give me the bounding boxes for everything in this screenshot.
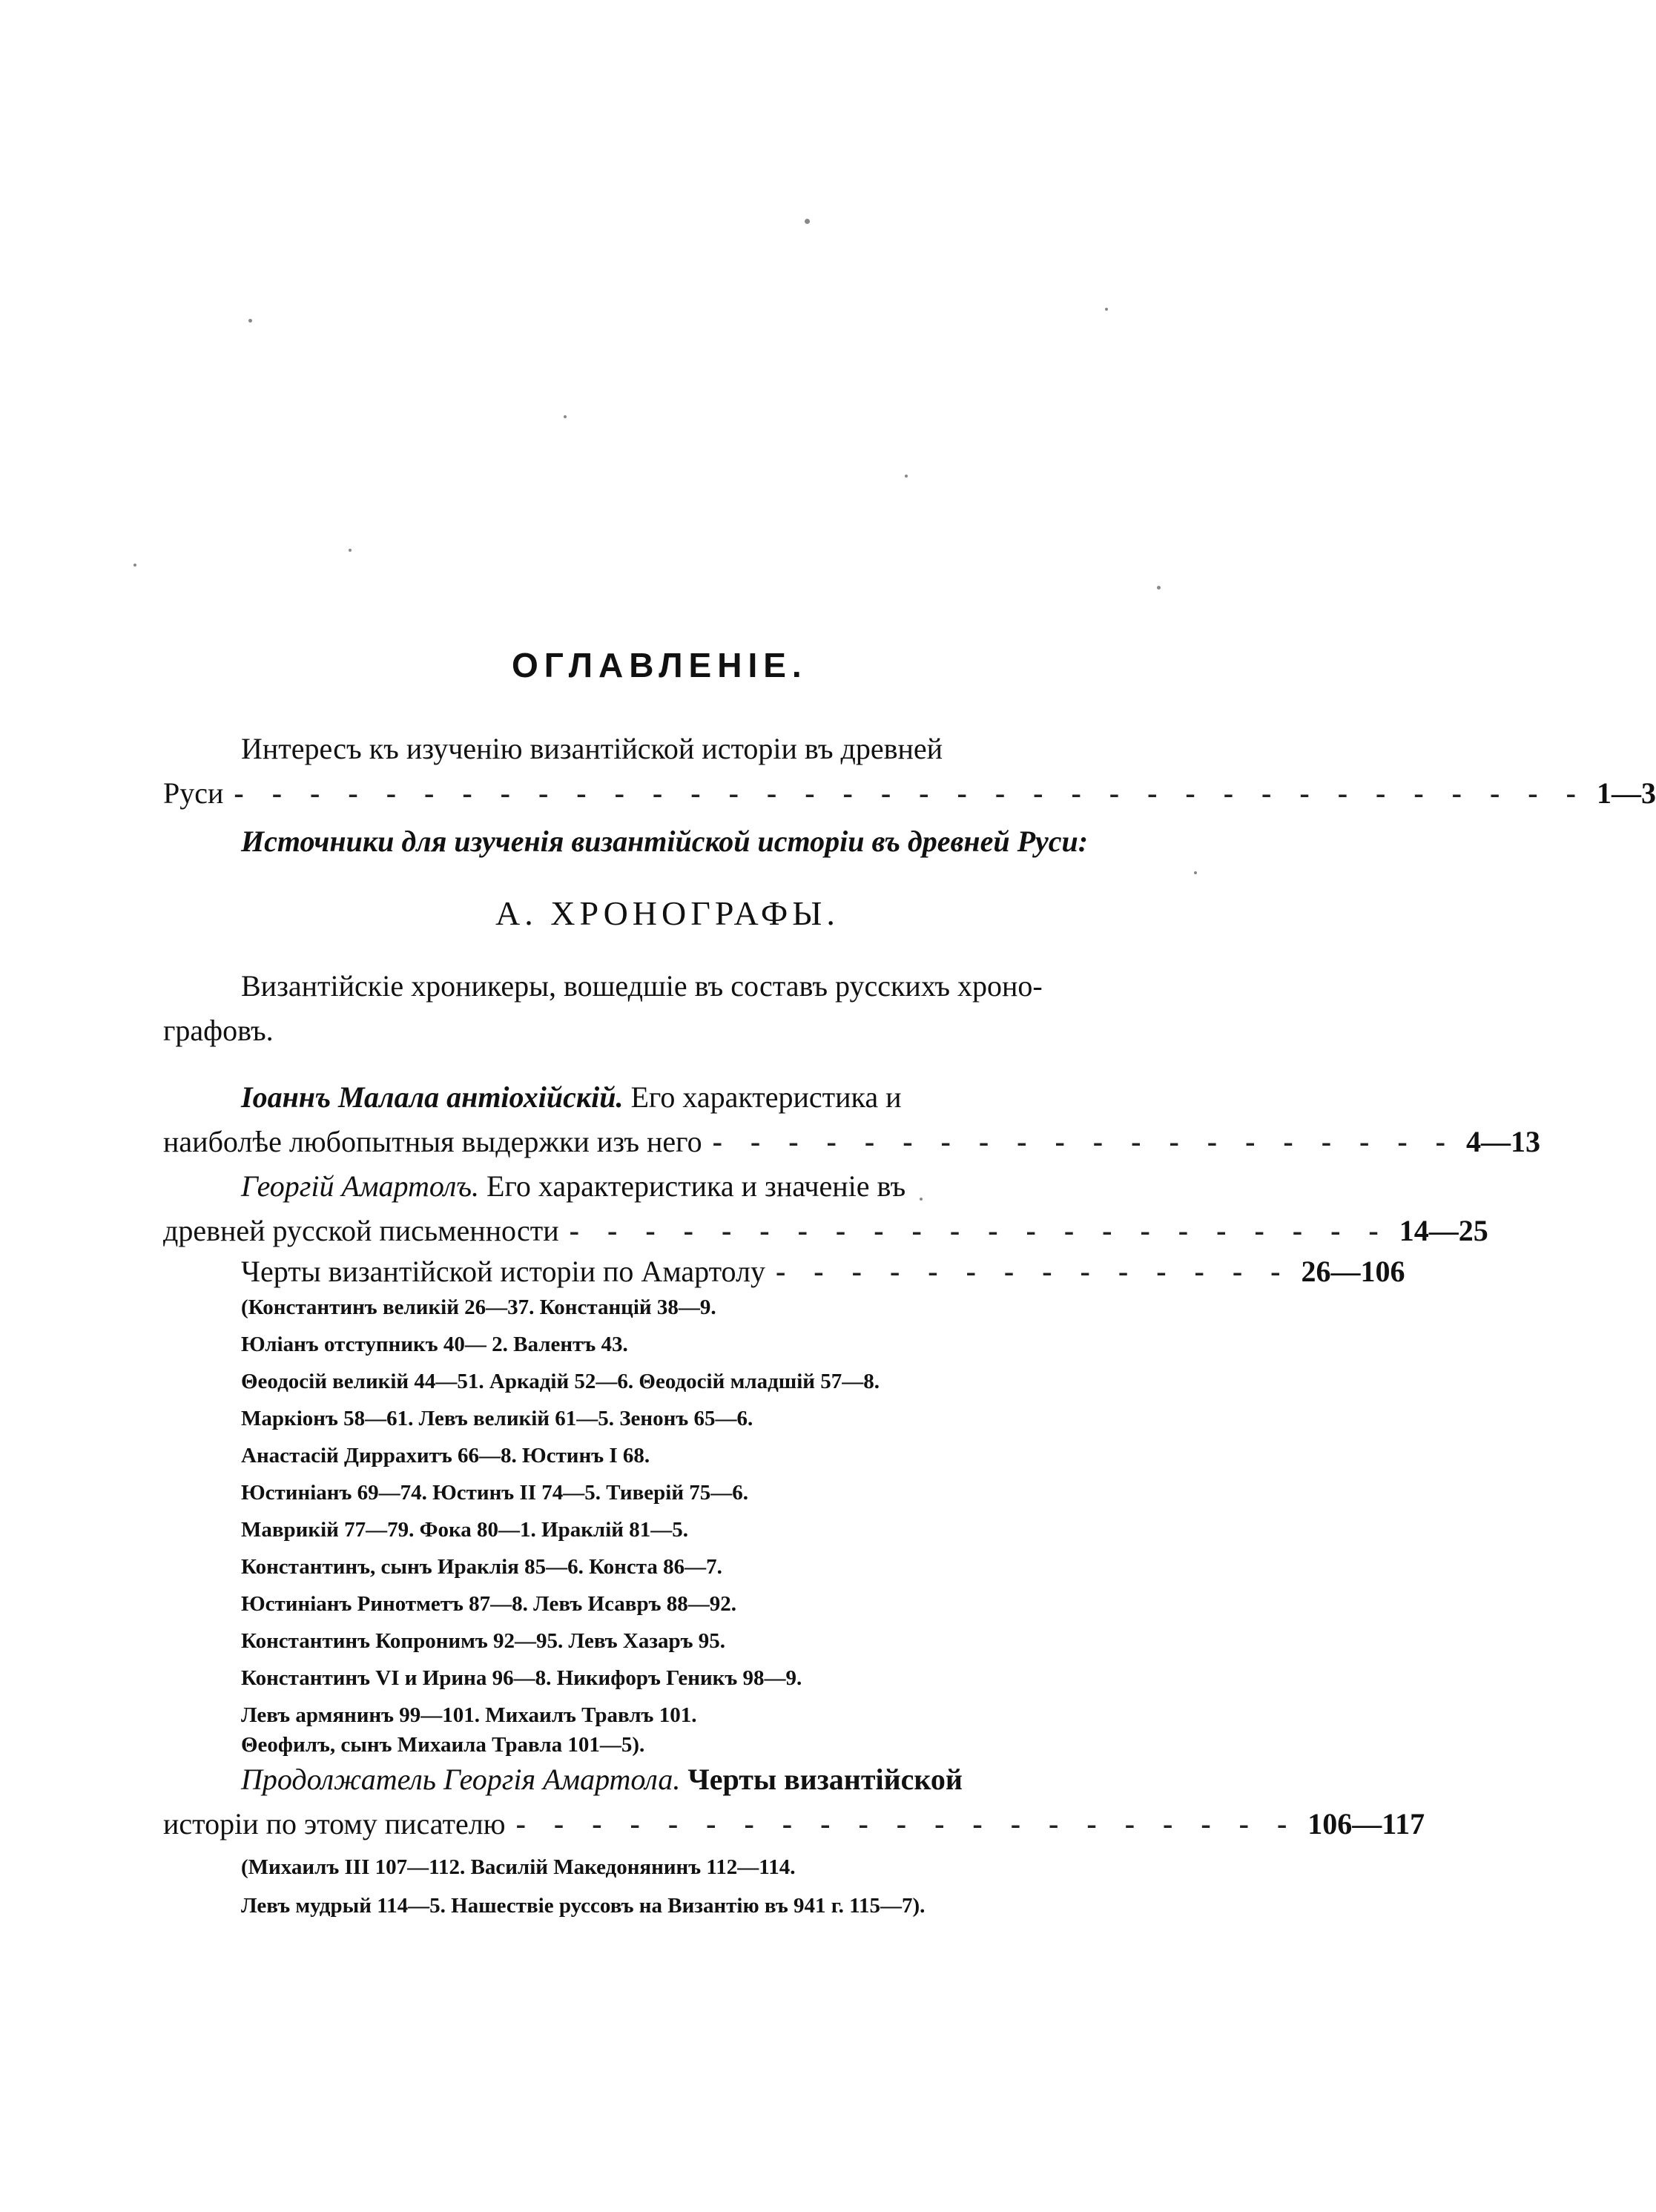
toc-entry-text: исторіи по этому писателю: [163, 1807, 506, 1840]
toc-entry-text: Его характеристика и: [630, 1080, 902, 1114]
page-range: 1—3: [1596, 776, 1656, 810]
subentry-list-2: [241, 1854, 925, 1919]
subentry-list: [241, 1294, 880, 1758]
section-heading: А. ХРОНОГРАФЫ.: [495, 894, 839, 932]
subentry-line: (Константинъ великій 26—37. Констанцій 38—9.: [241, 1295, 716, 1319]
subentry-line: Константинъ Копронимъ 92—95. Левъ Хазаръ 95.: [241, 1629, 726, 1653]
dot-leader: - - - - - - - - - - - - - -: [775, 1255, 1291, 1288]
subentry-line: Θеодосій великій 44—51. Аркадій 52—6. Θеодосій младшій 57—8.: [241, 1370, 880, 1393]
subentry-line: Левъ мудрый 114—5. Нашествіе руссовъ на Византію въ 941 г. 115—7).: [241, 1894, 926, 1918]
subentry-line: Анастасій Диррахитъ 66—8. Юстинъ I 68.: [241, 1444, 650, 1467]
dot-leader: - - - - - - - - - - - - - - - - - - - - - - - - - - - - - - - - - - - -: [234, 776, 1586, 810]
toc-entry-interest-line2: [163, 775, 1656, 812]
toc-entry-continuator-line1: [163, 1761, 1294, 1798]
toc-entry-interest-line1: [163, 730, 1294, 767]
subentry-line: Маврикій 77—79. Фока 80—1. Ираклій 81—5.: [241, 1518, 688, 1542]
subentry-line: Константинъ, сынъ Ираклія 85—6. Конста 86—7.: [241, 1555, 722, 1579]
author-name: Георгій Амартолъ.: [241, 1169, 480, 1203]
toc-entry-text: Интересъ къ изученію византійской исторіи въ древней: [241, 732, 943, 765]
dot-leader: - - - - - - - - - - - - - - - - - - - -: [712, 1125, 1456, 1158]
subentry-line: Юстиніанъ 69—74. Юстинъ II 74—5. Тиверій 75—6.: [241, 1481, 749, 1505]
author-name: Продолжатель Георгія Амартола.: [241, 1763, 681, 1796]
subentry-line: (Михаилъ III 107—112. Василій Македонянинъ 112—114.: [241, 1855, 796, 1879]
toc-entry-text: наиболѣе любопытныя выдержки изъ него: [163, 1125, 702, 1158]
page-range: 26—106: [1301, 1255, 1405, 1288]
subentry-line: Маркіонъ 58—61. Левъ великій 61—5. Зенонъ 65—6.: [241, 1407, 753, 1430]
toc-entry-malalas-line1: [163, 1079, 1294, 1116]
toc-entry-text: древней русской письменности: [163, 1214, 559, 1247]
toc-entry-text: Его характеристика и значеніе въ: [486, 1169, 906, 1203]
page-range: 4—13: [1466, 1125, 1540, 1158]
toc-entry-sources: Источники для изученія византійской исторіи въ древней Руси:: [241, 825, 1089, 858]
dot-leader: - - - - - - - - - - - - - - - - - - - - -: [515, 1807, 1298, 1840]
toc-entry-byzantine-chroniclers-line2: графовъ.: [163, 1014, 274, 1047]
subentry-line: Юліанъ отступникъ 40— 2. Валентъ 43.: [241, 1333, 628, 1356]
dot-leader: - - - - - - - - - - - - - - - - - - - - - -: [569, 1214, 1389, 1247]
toc-entry-continuator-line2: [163, 1806, 1425, 1843]
subentry-line: Левъ армянинъ 99—101. Михаилъ Травлъ 101.: [241, 1703, 697, 1727]
toc-entry-text: Черты византійской: [687, 1763, 963, 1796]
toc-entry-text: Черты византійской исторіи по Амартолу: [241, 1255, 765, 1288]
toc-entry-amartol-line1: [163, 1168, 1294, 1205]
subentry-line: Юстиніанъ Ринотметъ 87—8. Левъ Исавръ 88—92.: [241, 1592, 736, 1616]
toc-entry-text: Руси: [163, 776, 224, 810]
author-name: Іоаннъ Малала антіохійскій.: [241, 1080, 624, 1114]
toc-entry-byzantine-chroniclers-line1: Византійскіе хроникеры, вошедшіе въ составъ русскихъ хроно-: [241, 969, 1043, 1003]
subentry-line: Константинъ VI и Ирина 96—8. Никифоръ Геникъ 98—9.: [241, 1666, 802, 1690]
page-title: ОГЛАВЛЕНІЕ.: [512, 646, 808, 684]
toc-entry-amartol-line2: [163, 1212, 1488, 1249]
toc-entry-traits: [163, 1253, 1405, 1290]
subentry-line: Θеофилъ, сынъ Михаила Травла 101—5).: [241, 1733, 645, 1757]
toc-entry-malalas-line2: [163, 1123, 1540, 1161]
page-range: 14—25: [1399, 1214, 1488, 1247]
page-range: 106—117: [1307, 1807, 1425, 1840]
